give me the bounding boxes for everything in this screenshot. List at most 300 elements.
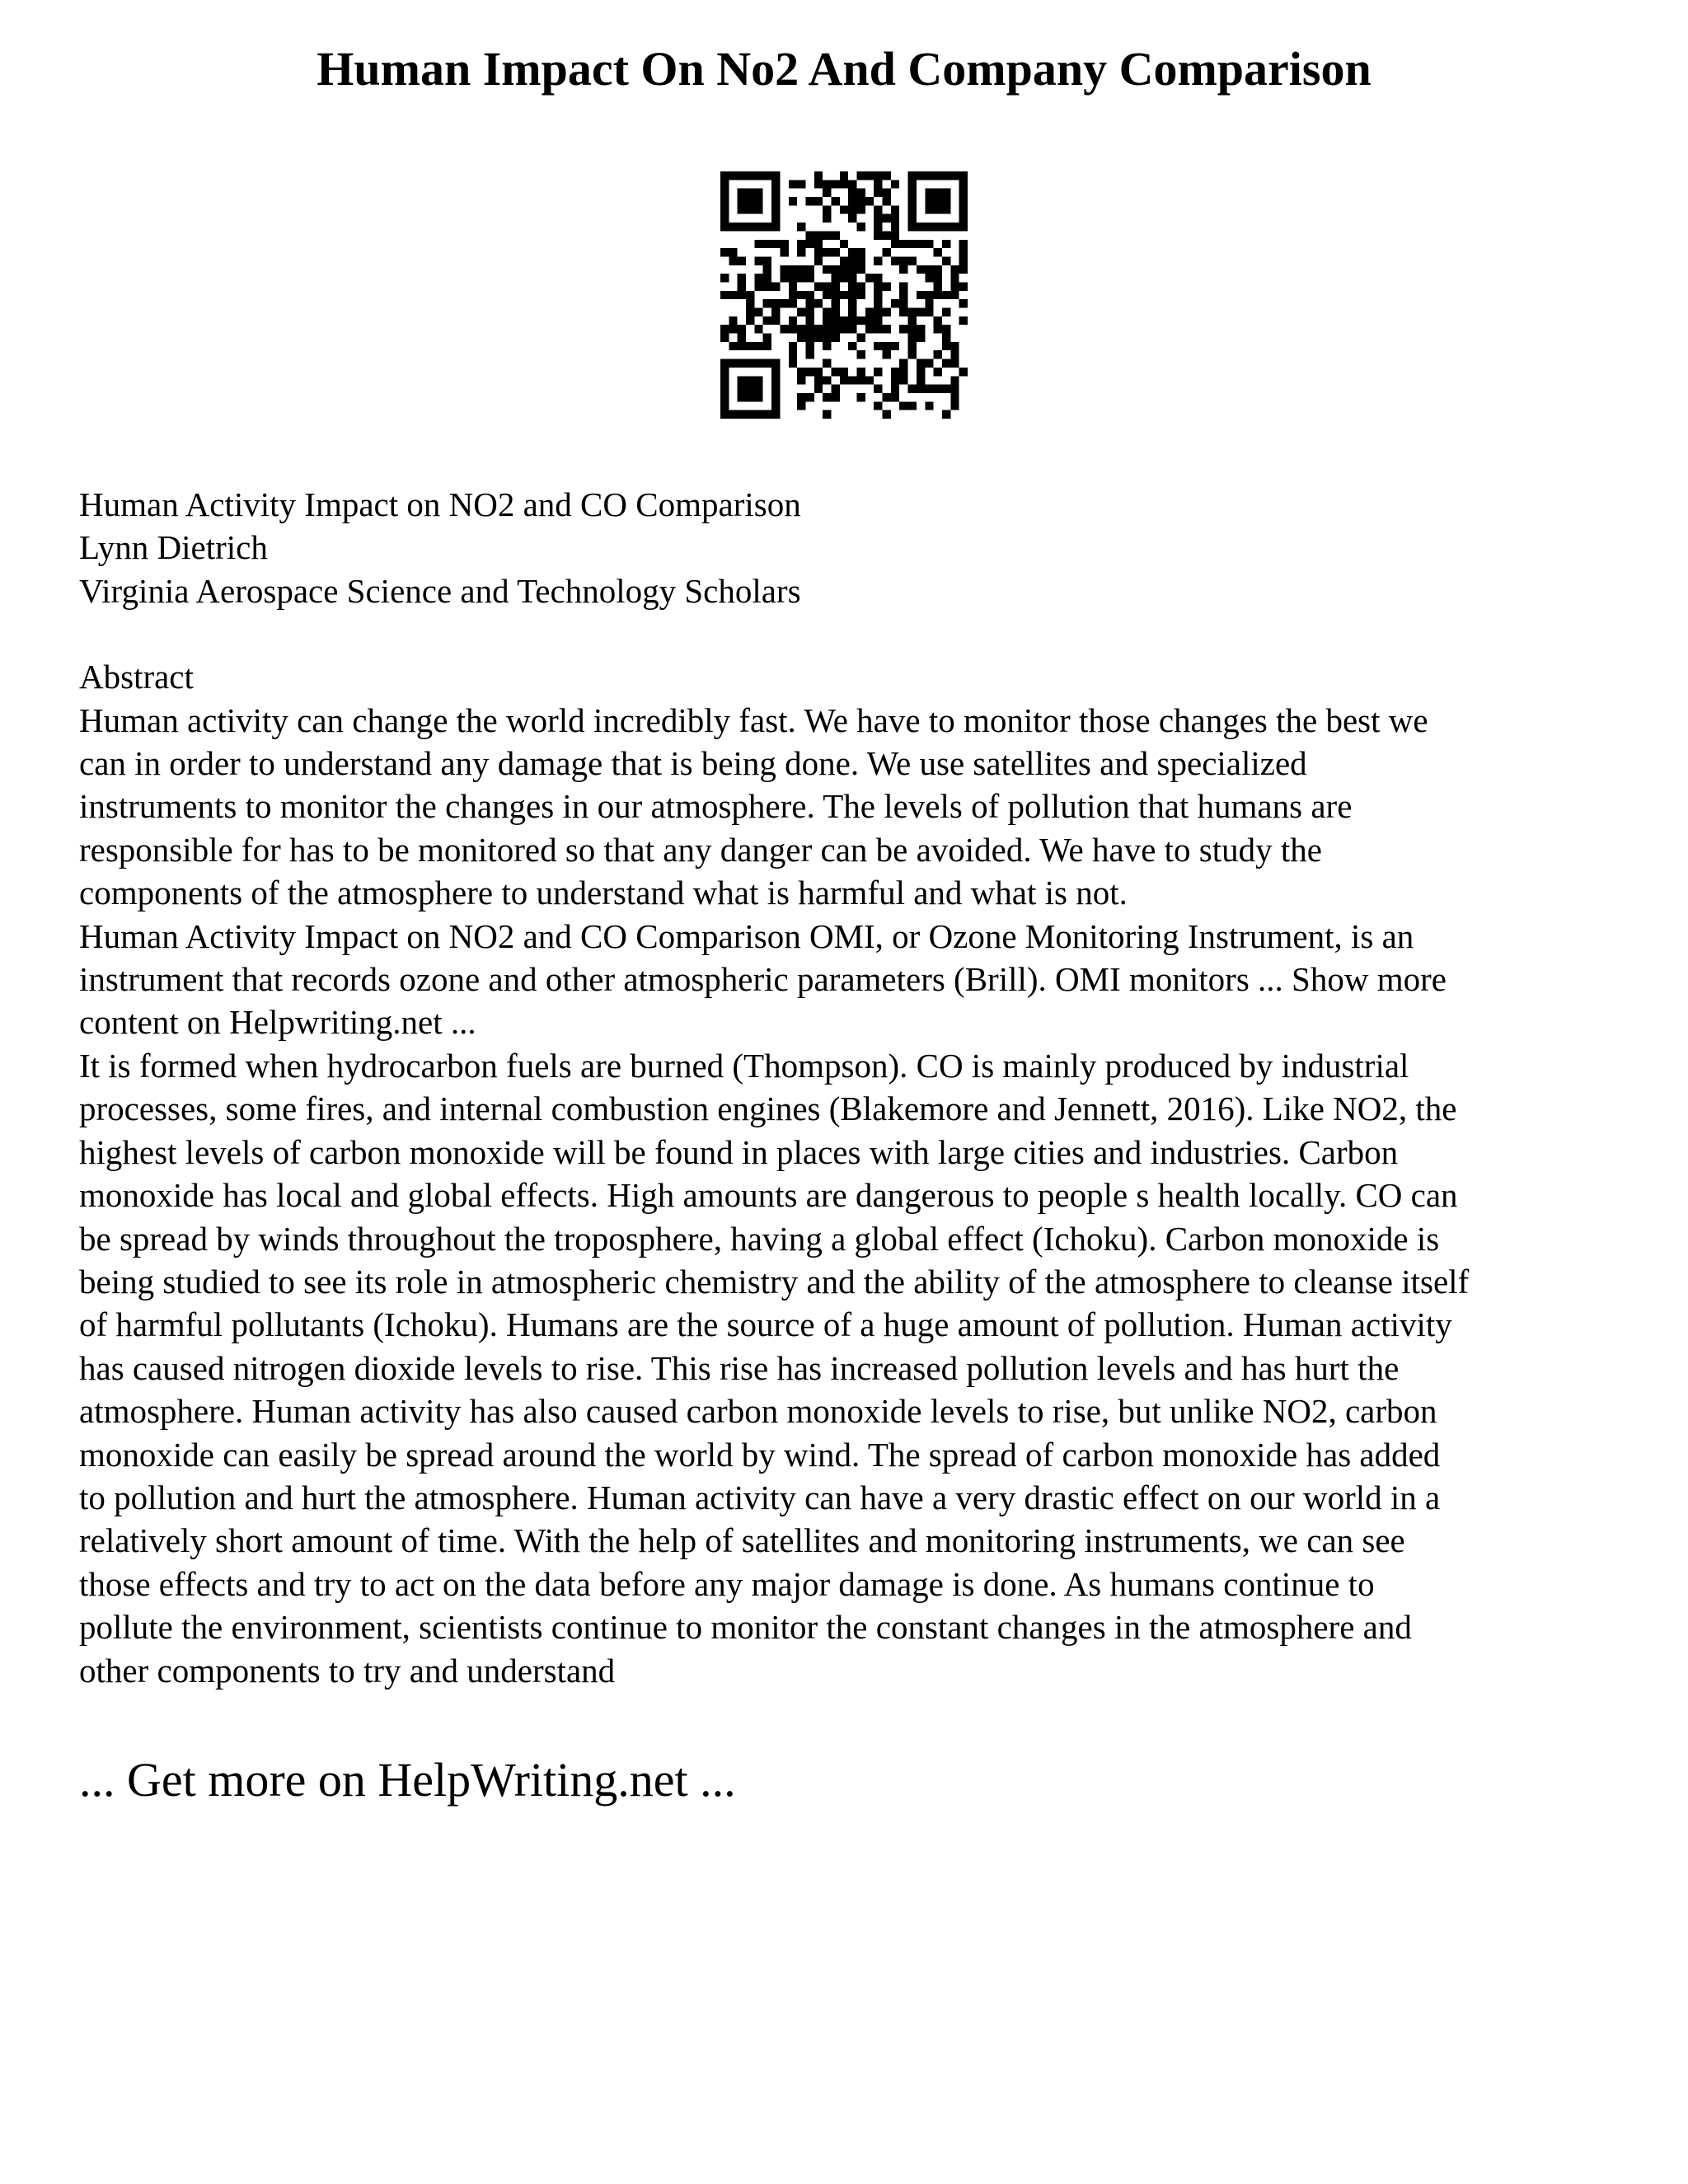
qr-module	[874, 274, 882, 282]
qr-module	[899, 240, 907, 248]
qr-module	[823, 291, 831, 299]
qr-module	[746, 299, 754, 307]
abstract-heading: Abstract	[79, 658, 194, 696]
qr-module	[729, 248, 737, 256]
qr-module	[891, 223, 899, 231]
qr-module	[831, 231, 839, 239]
get-more-link[interactable]: ... Get more on HelpWriting.net ...	[79, 1753, 736, 1807]
qr-module	[917, 376, 925, 384]
qr-module	[908, 256, 917, 265]
qr-module	[789, 265, 797, 274]
qr-module	[883, 325, 891, 333]
qr-module	[738, 205, 746, 213]
qr-module	[899, 401, 907, 410]
qr-module	[908, 214, 917, 223]
qr-module	[857, 350, 865, 359]
qr-module	[797, 325, 805, 333]
qr-module	[857, 376, 865, 384]
qr-module	[874, 180, 882, 188]
qr-module	[883, 231, 891, 239]
qr-module	[857, 291, 865, 299]
qr-module	[720, 248, 729, 256]
qr-module	[720, 385, 729, 393]
qr-module	[797, 223, 805, 231]
qr-module	[874, 189, 882, 197]
qr-module	[746, 385, 754, 393]
qr-module	[959, 299, 968, 307]
qr-module	[925, 197, 933, 205]
qr-module	[823, 189, 831, 197]
qr-module	[754, 410, 762, 419]
qr-module	[934, 291, 942, 299]
qr-module	[925, 308, 933, 316]
qr-module	[763, 316, 771, 325]
qr-module	[754, 240, 762, 248]
qr-module	[814, 197, 823, 205]
qr-module	[831, 282, 839, 290]
qr-module	[942, 325, 950, 333]
qr-module	[959, 316, 968, 325]
qr-module	[789, 180, 797, 188]
qr-module	[771, 316, 780, 325]
qr-module	[746, 342, 754, 350]
qr-module	[840, 265, 848, 274]
qr-module	[805, 197, 814, 205]
qr-module	[831, 248, 839, 256]
qr-module	[831, 385, 839, 393]
qr-module	[874, 223, 882, 231]
qr-module	[738, 171, 746, 180]
qr-module	[738, 325, 746, 333]
qr-module	[865, 197, 874, 205]
qr-module	[738, 274, 746, 282]
qr-module	[771, 282, 780, 290]
qr-module	[738, 256, 746, 265]
qr-module	[823, 334, 831, 342]
qr-module	[763, 342, 771, 350]
qr-module	[917, 223, 925, 231]
qr-module	[771, 410, 780, 419]
qr-module	[857, 248, 865, 256]
qr-module	[771, 171, 780, 180]
qr-module	[720, 401, 729, 410]
paper-title-line: Human Activity Impact on NO2 and CO Comparison	[79, 485, 801, 523]
qr-module	[925, 401, 933, 410]
qr-module	[917, 265, 925, 274]
qr-module	[771, 214, 780, 223]
qr-module	[738, 197, 746, 205]
qr-module	[814, 180, 823, 188]
qr-module	[797, 248, 805, 256]
qr-module	[746, 376, 754, 384]
qr-module	[891, 240, 899, 248]
qr-module	[814, 385, 823, 393]
qr-module	[729, 325, 737, 333]
qr-module	[883, 214, 891, 223]
qr-module	[823, 325, 831, 333]
qr-module	[738, 410, 746, 419]
qr-module	[857, 368, 865, 376]
qr-module	[831, 368, 839, 376]
qr-module	[780, 240, 788, 248]
qr-module	[959, 248, 968, 256]
qr-module	[720, 393, 729, 401]
body-line: It is formed when hydrocarbon fuels are burned (Thompson). CO is mainly produced by industrial	[79, 1046, 1409, 1085]
qr-module	[805, 299, 814, 307]
body-line: monoxide can easily be spread around the world by wind. The spread of carbon monoxide has added	[79, 1435, 1441, 1474]
qr-module	[823, 231, 831, 239]
abstract-line: components of the atmosphere to understand what is harmful and what is not.	[79, 874, 1128, 912]
qr-module	[874, 282, 882, 290]
document-body	[79, 483, 1629, 1692]
qr-module	[754, 308, 762, 316]
abstract-line: responsible for has to be monitored so that any danger can be avoided. We have to study the	[79, 830, 1322, 869]
qr-module	[908, 240, 917, 248]
qr-module	[848, 274, 856, 282]
qr-module	[942, 410, 950, 419]
qr-module	[848, 248, 856, 256]
qr-module	[823, 308, 831, 316]
qr-module	[891, 214, 899, 223]
qr-module	[925, 359, 933, 368]
qr-module	[857, 205, 865, 213]
qr-module	[729, 342, 737, 350]
qr-module	[797, 180, 805, 188]
qr-module	[831, 299, 839, 307]
qr-module	[950, 350, 959, 359]
qr-module	[763, 334, 771, 342]
qr-module	[917, 325, 925, 333]
author-line: Lynn Dietrich	[79, 528, 268, 567]
qr-module	[720, 359, 729, 368]
qr-module	[908, 334, 917, 342]
qr-module	[754, 205, 762, 213]
qr-module	[934, 265, 942, 274]
qr-module	[934, 325, 942, 333]
qr-module	[950, 274, 959, 282]
qr-module	[908, 205, 917, 213]
qr-module	[899, 299, 907, 307]
qr-module	[729, 316, 737, 325]
qr-module	[823, 214, 831, 223]
qr-module	[959, 205, 968, 213]
qr-module	[823, 282, 831, 290]
qr-module	[950, 342, 959, 350]
qr-module	[738, 334, 746, 342]
qr-module	[771, 385, 780, 393]
qr-module	[797, 274, 805, 282]
qr-module	[959, 282, 968, 290]
qr-module	[805, 368, 814, 376]
qr-module	[925, 265, 933, 274]
qr-module	[959, 265, 968, 274]
qr-module	[908, 325, 917, 333]
qr-module	[857, 189, 865, 197]
qr-module	[814, 325, 823, 333]
qr-module	[950, 265, 959, 274]
qr-module	[720, 325, 729, 333]
qr-module	[840, 205, 848, 213]
qr-module	[934, 274, 942, 282]
qr-module	[942, 205, 950, 213]
qr-module	[891, 342, 899, 350]
qr-module	[754, 197, 762, 205]
qr-module	[720, 376, 729, 384]
qr-module	[857, 256, 865, 265]
qr-module	[950, 393, 959, 401]
qr-module	[831, 180, 839, 188]
qr-module	[925, 223, 933, 231]
qr-module	[831, 393, 839, 401]
qr-module	[754, 274, 762, 282]
qr-module	[848, 189, 856, 197]
qr-module	[840, 368, 848, 376]
qr-module	[942, 197, 950, 205]
qr-module	[942, 256, 950, 265]
qr-module	[738, 393, 746, 401]
qr-module	[814, 171, 823, 180]
qr-module	[763, 265, 771, 274]
qr-module	[934, 197, 942, 205]
qr-module	[771, 393, 780, 401]
body-line: being studied to see its role in atmospheric chemistry and the ability of the atmosphere to cleanse itself	[79, 1262, 1470, 1301]
qr-module	[729, 359, 737, 368]
qr-module	[857, 171, 865, 180]
qr-module	[814, 334, 823, 342]
qr-module	[780, 274, 788, 282]
qr-module	[883, 248, 891, 256]
qr-module	[805, 342, 814, 350]
qr-module	[805, 393, 814, 401]
qr-module	[797, 240, 805, 248]
qr-module	[874, 291, 882, 299]
body-line: monoxide has local and global effects. High amounts are dangerous to people s health locally. CO can	[79, 1176, 1458, 1215]
qr-module	[908, 180, 917, 188]
qr-module	[805, 334, 814, 342]
qr-module	[771, 205, 780, 213]
qr-module	[950, 291, 959, 299]
qr-module	[917, 368, 925, 376]
qr-module	[874, 368, 882, 376]
qr-module	[754, 376, 762, 384]
qr-module	[823, 410, 831, 419]
qr-module	[720, 189, 729, 197]
qr-module	[848, 291, 856, 299]
qr-module	[797, 334, 805, 342]
qr-module	[840, 316, 848, 325]
qr-module	[925, 171, 933, 180]
qr-module	[917, 334, 925, 342]
qr-module	[738, 342, 746, 350]
qr-module	[848, 316, 856, 325]
abstract-line: Human activity can change the world incredibly fast. We have to monitor those changes the best we	[79, 701, 1428, 739]
qr-module	[814, 256, 823, 265]
qr-module	[729, 291, 737, 299]
qr-module	[771, 376, 780, 384]
qr-module	[899, 325, 907, 333]
abstract-line: instruments to monitor the changes in our atmosphere. The levels of pollution that humans are	[79, 787, 1353, 826]
qr-module	[738, 282, 746, 290]
qr-module	[950, 376, 959, 384]
qr-module	[883, 308, 891, 316]
qr-module	[950, 223, 959, 231]
qr-module	[925, 189, 933, 197]
qr-module	[874, 401, 882, 410]
qr-module	[891, 393, 899, 401]
qr-module	[883, 171, 891, 180]
qr-module	[840, 256, 848, 265]
qr-module	[831, 325, 839, 333]
qr-module	[857, 223, 865, 231]
body-line: other components to try and understand	[79, 1651, 616, 1690]
qr-module	[720, 334, 729, 342]
qr-module	[797, 393, 805, 401]
qr-module	[840, 325, 848, 333]
qr-module	[874, 325, 882, 333]
qr-module	[831, 291, 839, 299]
body-line: highest levels of carbon monoxide will be found in places with large cities and industries. Carbon	[79, 1132, 1399, 1171]
qr-module	[899, 282, 907, 290]
qr-module	[823, 376, 831, 384]
qr-module	[729, 256, 737, 265]
qr-module	[942, 342, 950, 350]
qr-module	[959, 197, 968, 205]
qr-module	[848, 376, 856, 384]
qr-module	[754, 359, 762, 368]
qr-module	[934, 350, 942, 359]
qr-module	[874, 231, 882, 239]
qr-module	[763, 223, 771, 231]
qr-module	[848, 205, 856, 213]
qr-module	[763, 359, 771, 368]
qr-module	[746, 316, 754, 325]
qr-module	[823, 265, 831, 274]
qr-module	[874, 316, 882, 325]
qr-module	[746, 410, 754, 419]
qr-module	[754, 189, 762, 197]
qr-module	[925, 385, 933, 393]
qr-module	[959, 214, 968, 223]
qr-module	[763, 274, 771, 282]
qr-module	[883, 189, 891, 197]
qr-module	[823, 248, 831, 256]
body-line: those effects and try to act on the data before any major damage is done. As humans continue to	[79, 1564, 1375, 1603]
qr-module	[925, 274, 933, 282]
qr-module	[789, 325, 797, 333]
qr-module	[874, 205, 882, 213]
qr-module	[959, 171, 968, 180]
qr-module	[874, 214, 882, 223]
qr-module	[720, 291, 729, 299]
qr-module	[823, 359, 831, 368]
qr-module	[754, 325, 762, 333]
qr-code-graphic	[720, 171, 968, 419]
qr-module	[899, 359, 907, 368]
qr-module	[865, 308, 874, 316]
qr-module	[720, 223, 729, 231]
qr-module	[840, 274, 848, 282]
qr-module	[789, 282, 797, 290]
qr-module	[891, 368, 899, 376]
qr-module	[917, 385, 925, 393]
qr-module	[763, 240, 771, 248]
qr-module	[883, 342, 891, 350]
qr-module	[925, 291, 933, 299]
qr-module	[814, 299, 823, 307]
qr-module	[738, 291, 746, 299]
qr-module	[848, 342, 856, 350]
qr-module	[720, 171, 729, 180]
qr-module	[831, 265, 839, 274]
qr-module	[720, 197, 729, 205]
qr-module	[865, 325, 874, 333]
abstract-line: can in order to understand any damage that is being done. We use satellites and specialized	[79, 744, 1307, 783]
qr-module	[925, 240, 933, 248]
body-line: be spread by winds throughout the troposphere, having a global effect (Ichoku). Carbon monoxide is	[79, 1219, 1440, 1258]
qr-module	[797, 401, 805, 410]
intro-line: instrument that records ozone and other atmospheric parameters (Brill). OMI monitors ... Show more	[79, 960, 1447, 999]
qr-module	[942, 223, 950, 231]
qr-module	[831, 274, 839, 282]
qr-module	[848, 256, 856, 265]
qr-module	[738, 359, 746, 368]
qr-module	[771, 223, 780, 231]
qr-module	[771, 189, 780, 197]
qr-module	[959, 256, 968, 265]
qr-module	[814, 231, 823, 239]
qr-module	[848, 265, 856, 274]
qr-module	[805, 350, 814, 359]
document-title: Human Impact On No2 And Company Comparison	[316, 42, 1372, 96]
qr-module	[840, 180, 848, 188]
qr-module	[823, 393, 831, 401]
qr-module	[763, 299, 771, 307]
qr-module	[899, 368, 907, 376]
qr-module	[874, 308, 882, 316]
qr-module	[942, 385, 950, 393]
qr-module	[805, 325, 814, 333]
qr-module	[950, 359, 959, 368]
qr-module	[720, 214, 729, 223]
qr-module	[746, 359, 754, 368]
qr-module	[789, 291, 797, 299]
qr-module	[942, 240, 950, 248]
qr-module	[738, 223, 746, 231]
qr-module	[934, 385, 942, 393]
qr-module	[857, 334, 865, 342]
qr-module	[720, 205, 729, 213]
qr-module	[908, 189, 917, 197]
qr-module	[771, 180, 780, 188]
qr-module	[917, 359, 925, 368]
qr-module	[746, 171, 754, 180]
qr-module	[831, 308, 839, 316]
qr-module	[908, 223, 917, 231]
qr-module	[857, 265, 865, 274]
qr-module	[771, 401, 780, 410]
qr-module	[789, 316, 797, 325]
qr-module	[797, 308, 805, 316]
qr-module	[942, 334, 950, 342]
qr-module	[934, 316, 942, 325]
qr-module	[754, 256, 762, 265]
qr-module	[805, 308, 814, 316]
qr-code-icon[interactable]	[720, 171, 968, 419]
qr-module	[848, 299, 856, 307]
qr-module	[746, 205, 754, 213]
intro-line: content on Helpwriting.net ...	[79, 1003, 476, 1042]
qr-module	[891, 299, 899, 307]
